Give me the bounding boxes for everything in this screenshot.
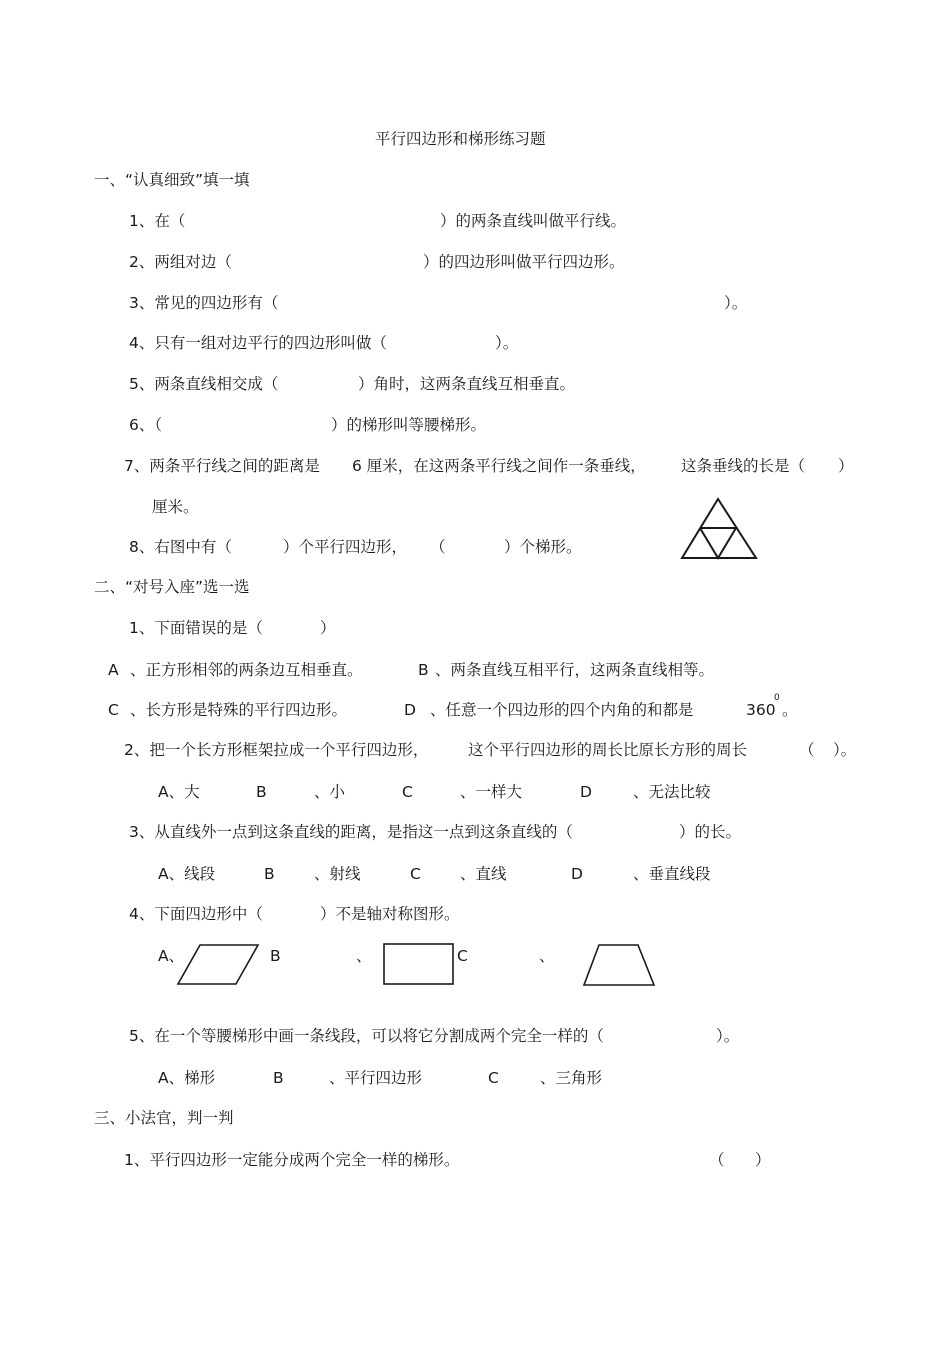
s2-q3-optC-letter: C bbox=[410, 865, 421, 883]
s2-q4-sep1: 、 bbox=[356, 947, 372, 965]
s2-q3-optA: A、线段 bbox=[158, 865, 216, 883]
s1-q8-part4: ）个梯形。 bbox=[504, 538, 582, 556]
s2-q2-optB-letter: B bbox=[256, 783, 267, 801]
s2-q4-optA: A、 bbox=[158, 947, 185, 965]
s1-q8-part1: 8、右图中有（ bbox=[129, 538, 232, 556]
s2-q4-sep2: 、 bbox=[539, 947, 555, 965]
s2-q1-optA-letter: A bbox=[108, 661, 119, 679]
s2-q5-optA: A、梯形 bbox=[158, 1069, 216, 1087]
s2-q5-optC-letter: C bbox=[488, 1069, 499, 1087]
s2-q1-optD-letter: D bbox=[404, 701, 416, 719]
s2-q5-optB: 、平行四边形 bbox=[329, 1069, 423, 1087]
s2-q4-optC: C bbox=[457, 947, 468, 965]
s2-q2-part3: （ bbox=[799, 741, 815, 759]
s1-q7-part5: 厘米。 bbox=[152, 498, 199, 516]
s2-q1: 1、下面错误的是（ bbox=[129, 619, 263, 637]
s3-q1-paren-right: ） bbox=[755, 1151, 771, 1169]
s2-q2-optB: 、小 bbox=[314, 783, 346, 801]
s2-q2-part1: 2、把一个长方形框架拉成一个平行四边形， bbox=[124, 741, 429, 759]
s1-q3-end: ）。 bbox=[724, 294, 748, 312]
s2-q3-optB-letter: B bbox=[264, 865, 275, 883]
s2-q3-optD: 、垂直线段 bbox=[633, 865, 711, 883]
s2-q2-optC-letter: C bbox=[402, 783, 413, 801]
s2-q4-optB: B bbox=[270, 947, 281, 965]
s1-q6-end: ）的梯形叫等腰梯形。 bbox=[331, 416, 487, 434]
triangle-figure bbox=[680, 497, 760, 561]
s1-q1-end: ）的两条直线叫做平行线。 bbox=[440, 212, 627, 230]
parallelogram-shape bbox=[176, 943, 260, 987]
s2-q4-end: ）不是轴对称图形。 bbox=[320, 905, 460, 923]
s1-q4-end: ）。 bbox=[495, 334, 519, 352]
s2-q2-optC: 、一样大 bbox=[460, 783, 523, 801]
s1-q7-part3: 这条垂线的长是（ bbox=[681, 457, 806, 475]
s1-q8-part2: ）个平行四边形， bbox=[283, 538, 408, 556]
trapezoid-shape bbox=[582, 943, 656, 987]
s2-q5-start: 5、在一个等腰梯形中画一条线段，可以将它分割成两个完全一样的（ bbox=[129, 1027, 604, 1045]
s2-q3-start: 3、从直线外一点到这条直线的距离，是指这一点到这条直线的（ bbox=[129, 823, 573, 841]
s2-q5-optB-letter: B bbox=[273, 1069, 284, 1087]
rectangle-shape bbox=[383, 943, 455, 986]
s1-q4-start: 4、只有一组对边平行的四边形叫做（ bbox=[129, 334, 387, 352]
s2-q1-end: ） bbox=[320, 619, 336, 637]
s2-q2-optA: A、大 bbox=[158, 783, 200, 801]
s2-q1-optD-degree: 0 bbox=[774, 693, 780, 703]
s2-q1-optD: 、任意一个四边形的四个内角的和都是 bbox=[430, 701, 694, 719]
s1-q7-part1: 7、两条平行线之间的距离是 bbox=[124, 457, 320, 475]
s2-q3-optB: 、射线 bbox=[314, 865, 361, 883]
s2-q2-part4: ）。 bbox=[833, 741, 857, 759]
s2-q2-optD: 、无法比较 bbox=[633, 783, 711, 801]
s1-q5-start: 5、两条直线相交成（ bbox=[129, 375, 279, 393]
s2-q2-optD-letter: D bbox=[580, 783, 592, 801]
s2-q5-optC: 、三角形 bbox=[540, 1069, 603, 1087]
s1-q5-end: ）角时，这两条直线互相垂直。 bbox=[358, 375, 576, 393]
s1-q7-part2: 6 厘米，在这两条平行线之间作一条垂线， bbox=[352, 457, 646, 475]
s2-q1-optD-end: 。 bbox=[782, 701, 798, 719]
s2-q4-start: 4、下面四边形中（ bbox=[129, 905, 263, 923]
s1-q2-end: ）的四边形叫做平行四边形。 bbox=[423, 253, 625, 271]
s2-q1-optB-letter: B bbox=[418, 661, 429, 679]
s2-q2-part2: 这个平行四边形的周长比原长方形的周长 bbox=[468, 741, 748, 759]
s2-q1-optA: 、正方形相邻的两条边互相垂直。 bbox=[130, 661, 363, 679]
s2-q1-optC-letter: C bbox=[108, 701, 119, 719]
s1-q1-start: 1、在（ bbox=[129, 212, 186, 230]
s3-q1: 1、平行四边形一定能分成两个完全一样的梯形。 bbox=[124, 1151, 460, 1169]
section-1-heading: 一、“认真细致”填一填 bbox=[94, 171, 250, 189]
s2-q1-optB: 、两条直线互相平行，这两条直线相等。 bbox=[435, 661, 715, 679]
section-2-heading: 二、“对号入座”选一选 bbox=[94, 578, 250, 596]
s2-q1-optC: 、长方形是特殊的平行四边形。 bbox=[130, 701, 348, 719]
s1-q8-part3: （ bbox=[430, 538, 446, 556]
s2-q3-optC: 、直线 bbox=[460, 865, 507, 883]
s2-q3-optD-letter: D bbox=[571, 865, 583, 883]
s2-q3-end: ）的长。 bbox=[679, 823, 742, 841]
page-title: 平行四边形和梯形练习题 bbox=[375, 130, 546, 148]
s1-q6-start: 6、（ bbox=[129, 416, 163, 434]
section-3-heading: 三、小法官，判一判 bbox=[94, 1109, 234, 1127]
s1-q3-start: 3、常见的四边形有（ bbox=[129, 294, 279, 312]
s2-q5-end: ）。 bbox=[716, 1027, 740, 1045]
s2-q1-optD-number: 360 bbox=[746, 701, 776, 719]
s3-q1-paren-left: （ bbox=[709, 1151, 725, 1169]
s1-q7-part4: ） bbox=[838, 457, 854, 475]
s1-q2-start: 2、两组对边（ bbox=[129, 253, 232, 271]
